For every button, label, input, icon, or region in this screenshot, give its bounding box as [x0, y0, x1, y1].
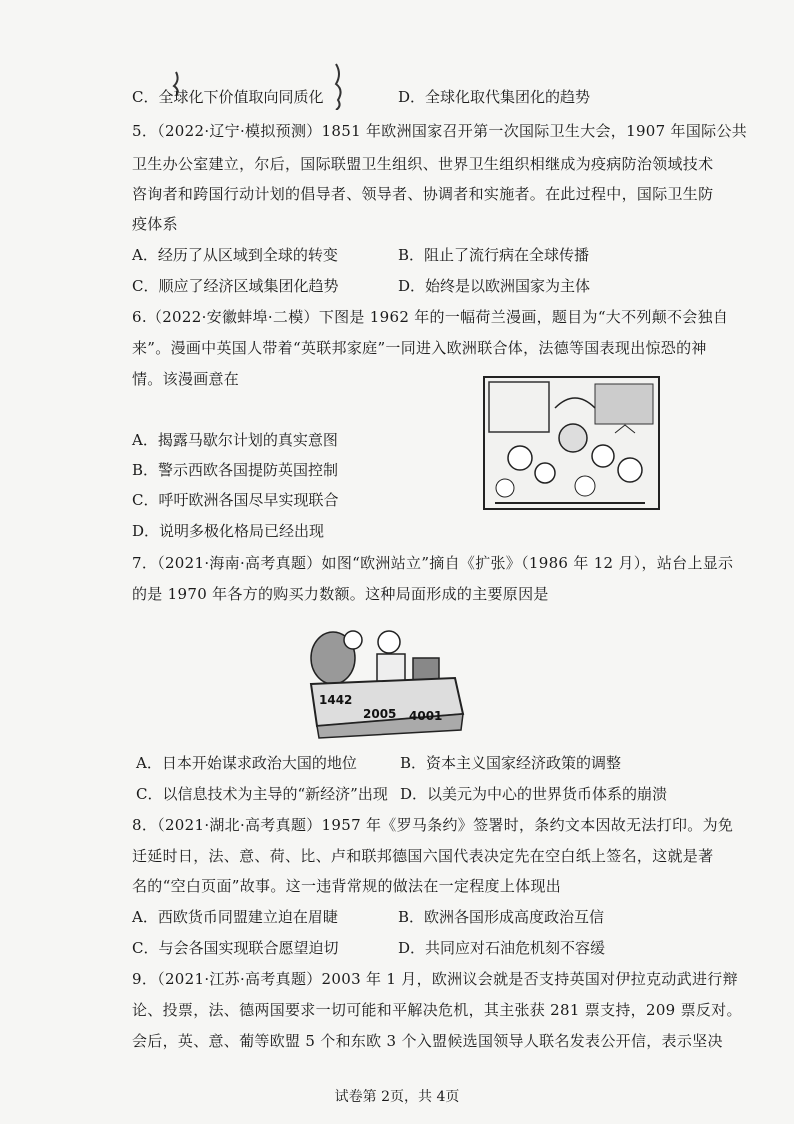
q8-option-d: D．共同应对石油危机刻不容缓	[398, 939, 606, 957]
q4-option-d: D．全球化取代集团化的趋势	[398, 88, 591, 106]
q5-stem-line4: 疫体系	[132, 215, 178, 233]
q6-cartoon-image	[483, 376, 660, 510]
q8-option-a: A．西欧货币同盟建立迫在眉睫	[132, 908, 338, 926]
q5-option-c: C．顺应了经济区域集团化趋势	[132, 277, 339, 295]
q7-stand-label-1: 1442	[319, 693, 353, 707]
q7-cartoon-drawing	[305, 618, 465, 740]
q8-option-b: B．欧洲各国形成高度政治互信	[398, 908, 605, 926]
q6-option-d: D．说明多极化格局已经出现	[132, 522, 325, 540]
q6-cartoon-drawing	[485, 378, 658, 508]
q9-stem-line3: 会后，英、意、葡等欧盟 5 个和东欧 3 个入盟候选国领导人联名发表公开信，表示坚决	[132, 1032, 723, 1050]
q7-option-a: A．日本开始谋求政治大国的地位	[136, 754, 357, 772]
q8-stem-line3: 名的“空白页面”故事。这一违背常规的做法在一定程度上体现出	[132, 877, 562, 895]
q7-stand-label-2: 2005	[363, 707, 397, 721]
q5-option-a: A．经历了从区域到全球的转变	[132, 246, 338, 264]
page-footer: 试卷第 2页，共 4页	[334, 1089, 460, 1105]
q7-stand-label-3: 4001	[409, 709, 443, 723]
q7-cartoon-image	[305, 618, 465, 740]
q9-stem-line1: 9．（2021·江苏·高考真题）2003 年 1 月，欧洲议会就是否支持英国对伊拉克动武进行辩	[132, 970, 738, 988]
q6-stem-line2: 来”。漫画中英国人带着“英联邦家庭”一同进入欧洲联合体，法德等国表现出惊恐的神	[132, 339, 707, 357]
q6-option-b: B．警示西欧各国提防英国控制	[132, 461, 339, 479]
q5-stem-line2: 卫生办公室建立，尔后，国际联盟卫生组织、世界卫生组织相继成为疫病防治领域技术	[132, 155, 714, 173]
q7-option-b: B．资本主义国家经济政策的调整	[400, 754, 622, 772]
q7-option-c: C．以信息技术为主导的“新经济”出现	[136, 785, 388, 803]
q7-option-d: D．以美元为中心的世界货币体系的崩溃	[400, 785, 668, 803]
q6-stem-line3: 情。该漫画意在	[132, 370, 240, 388]
q7-stem-line1: 7．（2021·海南·高考真题）如图“欧洲站立”摘自《扩张》（1986 年 12 月），站台上显示	[132, 554, 734, 572]
q5-option-b: B．阻止了流行病在全球传播	[398, 246, 590, 264]
q5-option-d: D．始终是以欧洲国家为主体	[398, 277, 591, 295]
q5-stem-line1: 5．（2022·辽宁·模拟预测）1851 年欧洲国家召开第一次国际卫生大会，1907 年国际公共	[132, 122, 748, 140]
q6-option-a: A．揭露马歇尔计划的真实意图	[132, 431, 338, 449]
q9-stem-line2: 论、投票，法、德两国要求一切可能和平解决危机，其主张获 281 票支持，209 票反对。	[132, 1001, 742, 1019]
q5-stem-line3: 咨询者和跨国行动计划的倡导者、领导者、协调者和实施者。在此过程中，国际卫生防	[132, 185, 714, 203]
q6-option-c: C．呼吁欧洲各国尽早实现联合	[132, 491, 339, 509]
q8-option-c: C．与会各国实现联合愿望迫切	[132, 939, 339, 957]
q4-option-c: C．全球化下价值取向同质化	[132, 88, 324, 106]
q8-stem-line1: 8．（2021·湖北·高考真题）1957 年《罗马条约》签署时，条约文本因故无法打印。为免	[132, 816, 734, 834]
q7-stem-line2: 的是 1970 年各方的购买力数额。这种局面形成的主要原因是	[132, 585, 549, 603]
q8-stem-line2: 迁延时日，法、意、荷、比、卢和联邦德国六国代表决定先在空白纸上签名，这就是著	[132, 847, 714, 865]
q6-stem-line1: 6.（2022·安徽蚌埠·二模）下图是 1962 年的一幅荷兰漫画，题目为“大不列颠不会独自	[132, 308, 729, 326]
